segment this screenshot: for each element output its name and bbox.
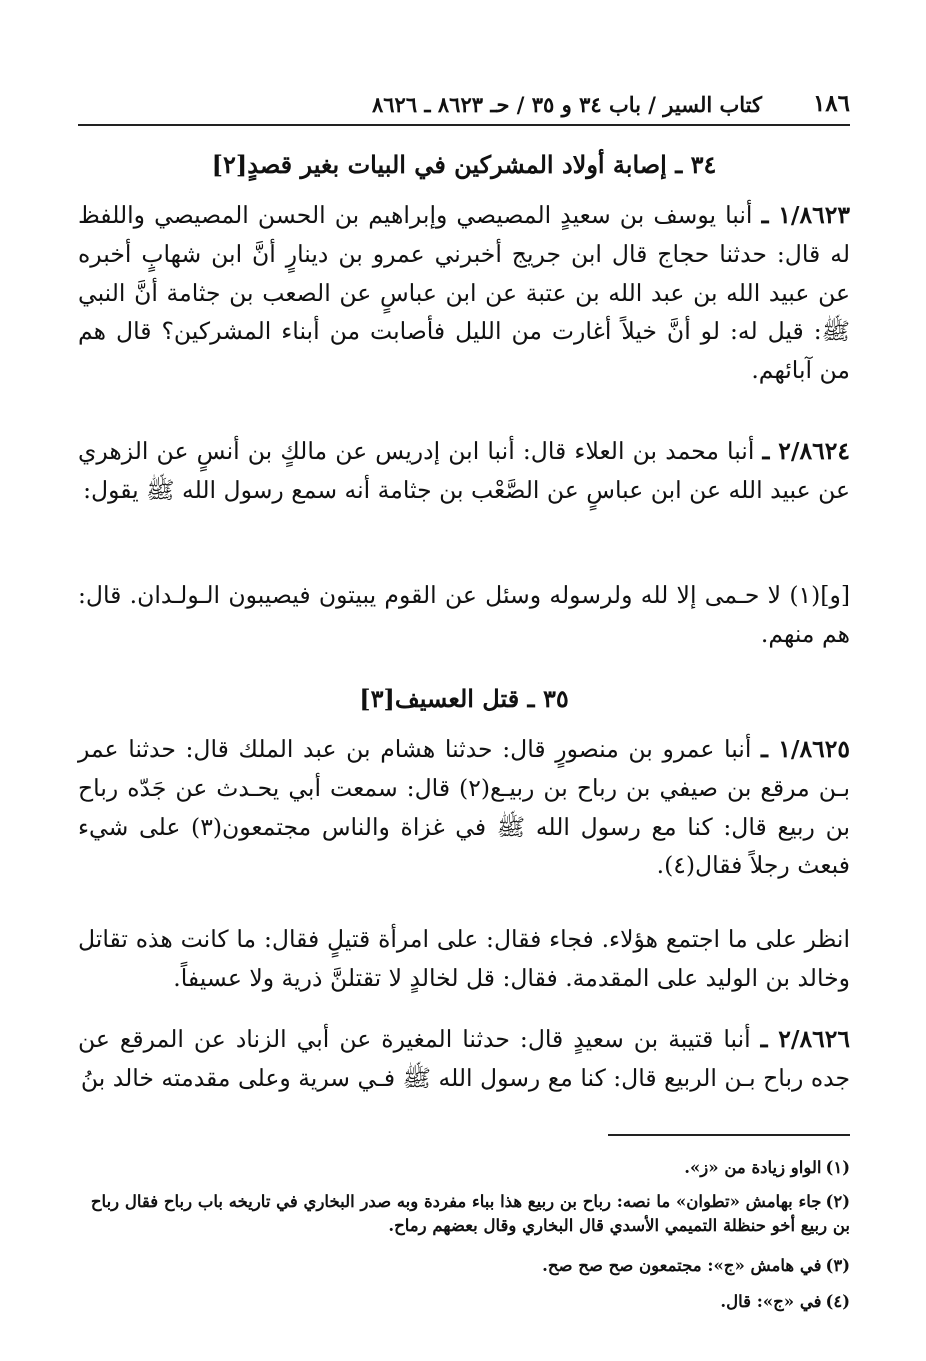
footnote-number: (٤) bbox=[825, 1292, 850, 1311]
hadith-8625-matn bbox=[78, 920, 850, 998]
hadith-text: انظر على ما اجتمع هؤلاء. فجاء فقال: على امرأة قتيلٍ فقال: ما كانت هذه تقاتل وخالد بن الوليد على المقدمة. فقال: قل لخالدٍ لا تقتلنَّ ذرية ولا عسيفاً. bbox=[78, 925, 850, 992]
footnote-text: الواو زيادة من «ز». bbox=[684, 1158, 822, 1177]
footnote-text: في هامش «ج»: مجتمعون صح صح صح. bbox=[542, 1256, 822, 1275]
running-header bbox=[78, 88, 850, 126]
footnote-1 bbox=[78, 1156, 850, 1180]
page-number: ١٨٦ bbox=[812, 90, 850, 117]
hadith-8626 bbox=[78, 1020, 850, 1098]
hadith-number: ٢/٨٦٢٦ ـ bbox=[760, 1025, 850, 1053]
hadith-number: ١/٨٦٢٣ ـ bbox=[761, 201, 850, 229]
hadith-8625 bbox=[78, 730, 850, 885]
footnote-text: في «ج»: قال. bbox=[720, 1292, 822, 1311]
hadith-text: أنبا عمرو بن منصورٍ قال: حدثنا هشام بن عبد الملك قال: حدثنا عمر بـن مرقع بن صيفي بن رباح بن ربيـع(٢) قال: سمعت أبي يحـدث عن جَدّه رباح بن ربيع قال: كنا مع رسول الله ﷺ في غزاة والناس مجتمعون(٣) على شيء فبعث رجلاً فقال(٤). bbox=[78, 735, 851, 880]
footnote-number: (١) bbox=[825, 1158, 850, 1177]
hadith-text: أنبا يوسف بن سعيدٍ المصيصي وإبراهيم بن الحسن المصيصي واللفظ له قال: حدثنا حجاج قال ابن جريج أخبرني عمرو بن دينارٍ أنَّ ابن شهابٍ أخبره عن عبيد الله بن عبد الله بن عتبة عن ابن عباسٍ عن الصعب بن جثامة أنَّ النبي ﷺ: قيل له: لو أنَّ خيلاً أغارت من الليل فأصابت من أبناء المشركين؟ قال هم من آبائهم. bbox=[78, 201, 850, 385]
hadith-8624-matn bbox=[78, 576, 850, 654]
hadith-number: ١/٨٦٢٥ ـ bbox=[761, 735, 850, 763]
hadith-text: [و](١) لا حـمى إلا لله ولرسوله وسئل عن القوم يبيتون فيصيبون الـولـدان. قال: هم منهم. bbox=[78, 581, 850, 648]
footnote-text: جاء بهامش «تطوان» ما نصه: رباح بن ربيع هذا بباء مفردة وبه صدر البخاري في تاريخه باب رباح فقال رباح بن ربيع أخو حنظلة التميمي الأسدي قال البخاري وقال بعضهم رماح. bbox=[90, 1192, 850, 1235]
footnote-divider bbox=[608, 1134, 850, 1136]
footnote-number: (٣) bbox=[825, 1256, 850, 1275]
hadith-8623 bbox=[78, 196, 850, 390]
hadith-8624 bbox=[78, 432, 850, 510]
section-heading-35: ٣٥ ـ قتل العسيف[٣] bbox=[359, 684, 569, 713]
section-heading-34: ٣٤ ـ إصابة أولاد المشركين في البيات بغير قصدٍ[٢] bbox=[211, 150, 717, 179]
hadith-text: أنبا قتيبة بن سعيدٍ قال: حدثنا المغيرة عن أبي الزناد عن المرقع عن جده رباح بـن الربيع قال: كنا مع رسول الله ﷺ فـي سرية وعلى مقدمته خالد بنُ bbox=[78, 1025, 850, 1092]
footnote-2 bbox=[78, 1190, 850, 1238]
hadith-number: ٢/٨٦٢٤ ـ bbox=[762, 437, 850, 465]
footnote-4 bbox=[78, 1290, 850, 1314]
footnote-number: (٢) bbox=[825, 1192, 850, 1211]
footnote-3 bbox=[78, 1254, 850, 1278]
hadith-text: أنبا محمد بن العلاء قال: أنبا ابن إدريس عن مالكٍ بن أنسٍ عن الزهري عن عبيد الله عن ابن عباسٍ عن الصَّعْب بن جثامة أنه سمع رسول الله ﷺ يقول: bbox=[78, 437, 850, 504]
running-title: كتاب السير / باب ٣٤ و ٣٥ / حـ ٨٦٢٣ ـ ٨٦٢٦ bbox=[372, 92, 762, 117]
